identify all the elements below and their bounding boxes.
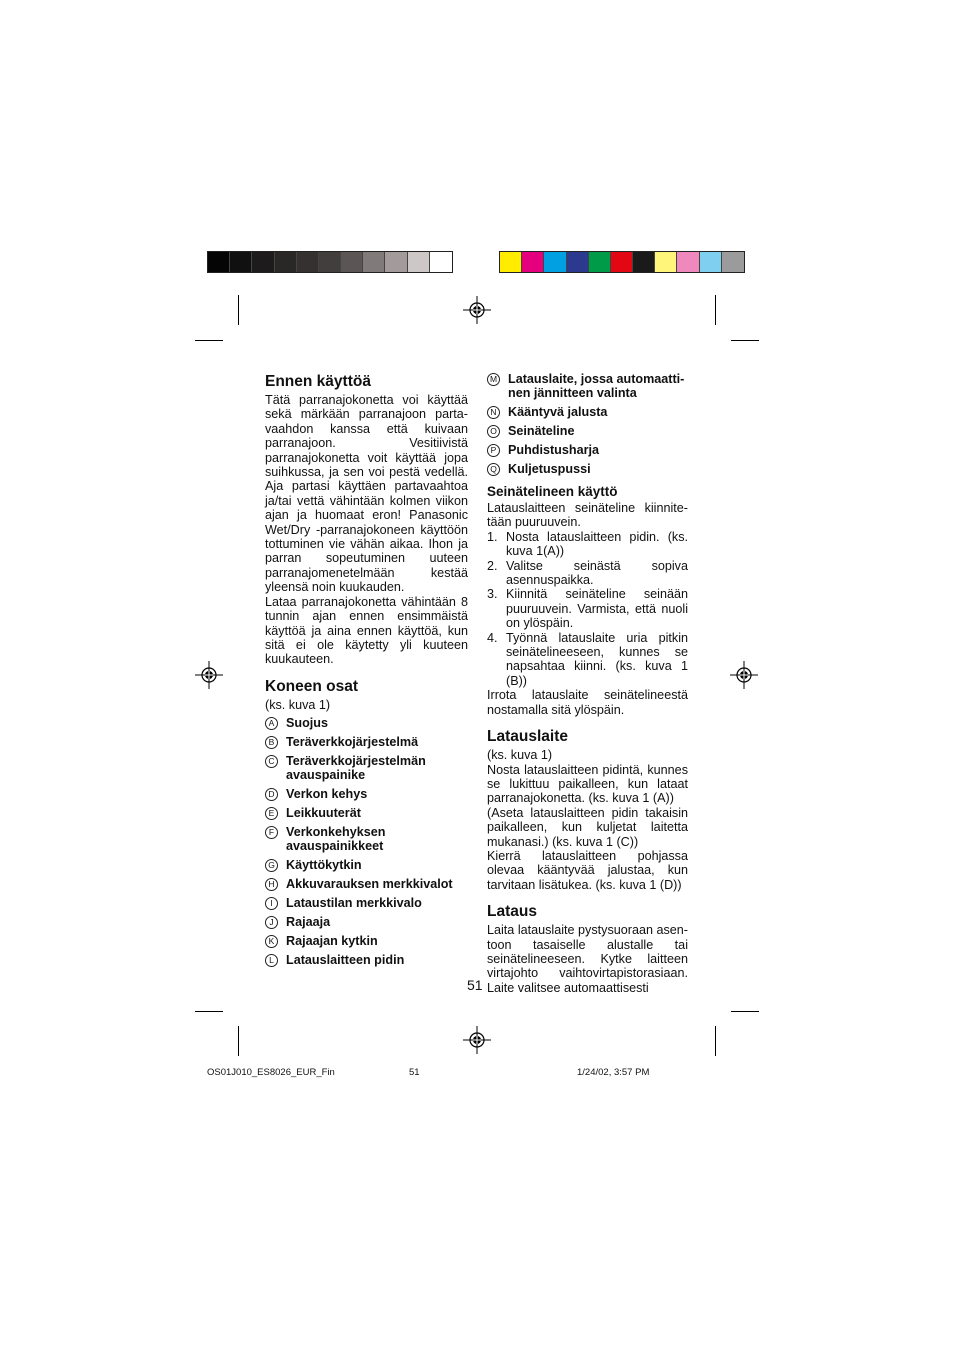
- list-item: [265, 896, 468, 910]
- parts-figure-reference: (ks. kuva 1): [265, 697, 331, 712]
- crop-mark: [715, 295, 716, 325]
- part-letter-badge: Q: [487, 463, 500, 476]
- part-letter-badge: P: [487, 444, 500, 457]
- calibration-swatch: [341, 252, 363, 272]
- calibration-swatch: [522, 252, 544, 272]
- crop-mark: [195, 340, 223, 341]
- heading-parts: Koneen osat: [265, 677, 359, 695]
- footer-page-number: 51: [409, 1067, 420, 1078]
- heading-charging: Lataus: [487, 903, 537, 921]
- crop-mark: [731, 340, 759, 341]
- calibration-swatch: [430, 252, 452, 272]
- part-letter-badge: D: [265, 788, 278, 801]
- part-letter-badge: N: [487, 406, 500, 419]
- charger-paragraph: (Aseta latauslaitteen pidin takaisin paikalleen, kun kuljetat laitetta mukanasi.) (ks. kuva 1 (C)): [487, 805, 688, 849]
- list-item: [487, 559, 688, 588]
- left-column: [265, 372, 468, 972]
- crop-mark: [195, 1011, 223, 1012]
- list-item: [265, 754, 468, 782]
- list-item: [487, 530, 688, 559]
- step-number: 3.: [487, 587, 498, 602]
- part-letter-badge: G: [265, 859, 278, 872]
- calibration-swatch: [252, 252, 274, 272]
- calibration-swatch: [319, 252, 341, 272]
- parts-list: [265, 716, 468, 967]
- part-letter-badge: H: [265, 878, 278, 891]
- list-item: [487, 405, 688, 419]
- wall-mount-removal-paragraph: Irrota latauslaite seinätelineestä nostamalla sitä ylöspäin.: [487, 688, 688, 717]
- part-letter-badge: L: [265, 954, 278, 967]
- charger-paragraph: Kierrä latauslaitteen pohjassa olevaa kääntyvää jalustaa, kun tarvitaan lisätukea. (ks. kuva 1 (D)): [487, 848, 688, 892]
- calibration-swatch: [544, 252, 566, 272]
- part-letter-badge: O: [487, 425, 500, 438]
- list-item: [265, 716, 468, 730]
- list-item: [265, 735, 468, 749]
- charging-instruction-paragraph: Lataa parranajokonetta vähintään 8 tunnin ajan ennen ensimmäistä käyttöä ja aina ennen käyttöä, kun sitä ei ole käytetty yli kuuteen kuukauteen.: [265, 594, 468, 667]
- list-item: [265, 825, 468, 853]
- part-label: Kääntyvä jalusta: [508, 405, 608, 419]
- crop-mark: [715, 1026, 716, 1056]
- footer-file-name: OS01J010_ES8026_EUR_Fin: [207, 1067, 335, 1078]
- step-number: 1.: [487, 529, 498, 544]
- parts-list-continued: [487, 372, 688, 476]
- calibration-swatch: [633, 252, 655, 272]
- calibration-swatch: [500, 252, 522, 272]
- right-column: [487, 372, 688, 995]
- calibration-swatch: [297, 252, 319, 272]
- color-calibration-bar: [499, 251, 745, 273]
- part-letter-badge: E: [265, 807, 278, 820]
- registration-mark-icon: [463, 296, 491, 324]
- part-label: Puhdistusharja: [508, 443, 599, 457]
- part-letter-badge: F: [265, 826, 278, 839]
- calibration-swatch: [208, 252, 230, 272]
- part-label: Rajaaja: [286, 915, 331, 930]
- crop-mark: [238, 1026, 239, 1056]
- charger-figure-reference: (ks. kuva 1): [487, 748, 553, 763]
- part-label: Suojus: [286, 716, 328, 731]
- registration-mark-icon: [195, 661, 223, 689]
- step-text: Kiinnitä seinäteline seinään puuruuvein. Varmista, että nuoli on ylöspäin.: [506, 587, 688, 631]
- part-label: Rajaajan kytkin: [286, 934, 378, 949]
- part-label: Teräverkkojärjestelmä: [286, 735, 419, 750]
- list-item: [487, 631, 688, 689]
- list-item: [487, 587, 688, 630]
- calibration-swatch: [722, 252, 744, 272]
- registration-mark-icon: [730, 661, 758, 689]
- part-label: Teräverkkojärjestelmän avauspainike: [286, 754, 426, 783]
- heading-before-use: Ennen käyttöä: [265, 373, 371, 390]
- part-label: Verkon kehys: [286, 787, 368, 802]
- part-label: Latauslaitteen pidin: [286, 953, 405, 968]
- grayscale-calibration-bar: [207, 251, 453, 273]
- part-letter-badge: M: [487, 373, 500, 386]
- crop-mark: [731, 1011, 759, 1012]
- calibration-swatch: [408, 252, 430, 272]
- footer-timestamp: 1/24/02, 3:57 PM: [577, 1067, 650, 1078]
- calibration-swatch: [385, 252, 407, 272]
- charging-paragraph: Laita latauslaite pystysuoraan asentoon tasaiselle alustalle tai seinätelineeseen. Kytke laitteen virtajohto vaihtovirtapistorasiaan. Laite valitsee automaattisesti: [487, 923, 688, 995]
- list-item: [265, 953, 468, 967]
- calibration-swatch: [275, 252, 297, 272]
- calibration-swatch: [363, 252, 385, 272]
- charger-paragraph: Nosta latauslaitteen pidintä, kunnes se lukittuu paikalleen, kun lataat parranajokonetta. (ks. kuva 1 (A)): [487, 762, 688, 806]
- list-item: [265, 934, 468, 948]
- page-number: 51: [467, 977, 483, 993]
- list-item: [265, 858, 468, 872]
- list-item: [487, 372, 688, 400]
- wall-mount-steps: [487, 530, 688, 688]
- list-item: [487, 424, 688, 438]
- part-label: Lataustilan merkkivalo: [286, 896, 422, 911]
- list-item: [265, 806, 468, 820]
- step-number: 4.: [487, 630, 498, 645]
- heading-charger: Latauslaite: [487, 728, 568, 746]
- part-letter-badge: J: [265, 916, 278, 929]
- calibration-swatch: [230, 252, 252, 272]
- part-letter-badge: I: [265, 897, 278, 910]
- part-label: Verkonkehyksen avauspainikkeet: [286, 825, 386, 854]
- calibration-swatch: [700, 252, 722, 272]
- list-item: [265, 787, 468, 801]
- part-label: Seinäteline: [508, 424, 575, 438]
- part-letter-badge: C: [265, 755, 278, 768]
- part-letter-badge: K: [265, 935, 278, 948]
- part-label: Käyttökytkin: [286, 858, 362, 873]
- list-item: [265, 915, 468, 929]
- calibration-swatch: [567, 252, 589, 272]
- heading-wall-mount-use: Seinätelineen käyttö: [487, 484, 618, 499]
- part-label: Leikkuuterät: [286, 806, 361, 821]
- intro-paragraph: Tätä parranajokonetta voi käyttää sekä märkään parranajoon partavaahdon kanssa että kuivaan parranajoon. Vesitiivistä parranajokonetta voit käyttää jopa suihkussa, ja sen voi pestä vedellä. Aja partasi käyttäen partavaahtoa ja/tai vettä vähintään kolmen viikon ajan ja huomaat eron! Panasonic Wet/Dry -parranajokoneen käyttöön tottuminen vie vähän aikaa. Ihon ja parran sopeutuminen uuteen parranajomenetelmään kestää yleensä noin kuukauden.: [265, 393, 468, 595]
- list-item: [487, 462, 688, 476]
- wall-mount-intro: Latauslaitteen seinäteline kiinnitetään puuruuvein.: [487, 501, 688, 530]
- step-text: Nosta latauslaitteen pidin. (ks. kuva 1(A)): [506, 529, 688, 559]
- registration-mark-icon: [463, 1026, 491, 1054]
- part-label: Latauslaite, jossa automaattinen jännitteen valinta: [508, 372, 685, 400]
- crop-mark: [238, 295, 239, 325]
- step-text: Työnnä latauslaite uria pitkin seinätelineeseen, kunnes se napsahtaa kiinni. (ks. kuva 1 (B)): [506, 630, 688, 688]
- calibration-swatch: [677, 252, 699, 272]
- list-item: [265, 877, 468, 891]
- part-letter-badge: B: [265, 736, 278, 749]
- calibration-swatch: [589, 252, 611, 272]
- calibration-swatch: [611, 252, 633, 272]
- step-number: 2.: [487, 558, 498, 573]
- calibration-swatch: [655, 252, 677, 272]
- part-label: Kuljetuspussi: [508, 462, 591, 476]
- list-item: [487, 443, 688, 457]
- part-label: Akkuvarauksen merkkivalot: [286, 877, 453, 892]
- part-letter-badge: A: [265, 717, 278, 730]
- step-text: Valitse seinästä sopiva asennuspaikka.: [506, 558, 688, 588]
